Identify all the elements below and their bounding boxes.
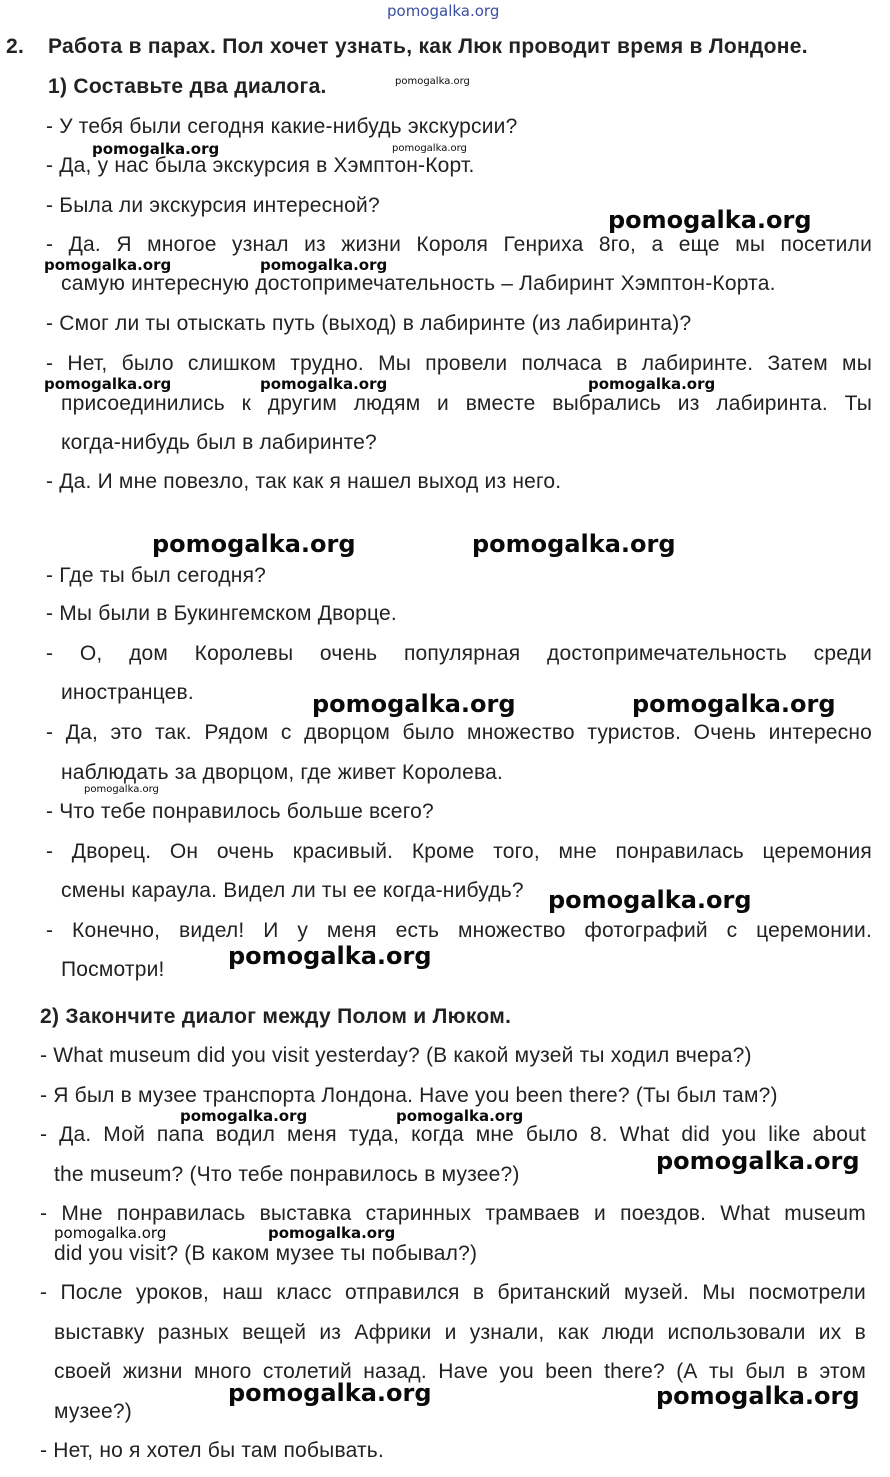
dialogue1-line: - Да, у нас была экскурсия в Хэмптон-Корт. <box>46 154 475 177</box>
part2-line: - Я был в музее транспорта Лондона. Have you been there? (Ты был там?) <box>40 1084 778 1107</box>
part2-line: - Да. Мой папа водил меня туда, когда мне было 8. What did you like about <box>40 1123 866 1146</box>
dialogue2-line: - Дворец. Он очень красивый. Кроме того, мне понравилась церемония <box>46 840 872 863</box>
watermark: pomogalka.org <box>92 140 220 158</box>
watermark: pomogalka.org <box>260 256 388 274</box>
dialogue2-line: - Что тебе понравилось больше всего? <box>46 800 434 823</box>
watermark: pomogalka.org <box>312 690 516 718</box>
top-watermark: pomogalka.org <box>387 2 500 20</box>
watermark: pomogalka.org <box>632 690 836 718</box>
watermark: pomogalka.org <box>656 1382 860 1410</box>
dialogue1-line: - Смог ли ты отыскать путь (выход) в лабиринте (из лабиринта)? <box>46 312 692 335</box>
dialogue1-line: присоединились к другим людям и вместе выбрались из лабиринта. Ты <box>61 392 872 415</box>
part2-line: - Нет, но я хотел бы там побывать. <box>40 1439 384 1462</box>
task-title: Работа в парах. Пол хочет узнать, как Люк проводит время в Лондоне. <box>48 35 808 58</box>
dialogue1-line: когда-нибудь был в лабиринте? <box>61 431 377 454</box>
watermark: pomogalka.org <box>268 1224 396 1242</box>
part2-line: - What museum did you visit yesterday? (В какой музей ты ходил вчера?) <box>40 1044 752 1067</box>
watermark: pomogalka.org <box>656 1147 860 1175</box>
part2-line: - После уроков, наш класс отправился в британский музей. Мы посмотрели <box>40 1281 866 1304</box>
dialogue1-line: - Да. И мне повезло, так как я нашел выход из него. <box>46 470 562 493</box>
dialogue2-line: - Где ты был сегодня? <box>46 564 267 587</box>
watermark: pomogalka.org <box>472 530 676 558</box>
part2-line: выставку разных вещей из Африки и узнали, как люди использовали их в <box>54 1321 866 1344</box>
part2-line: did you visit? (В каком музее ты побывал?) <box>54 1242 478 1265</box>
dialogue2-line: смены караула. Видел ли ты ее когда-нибудь? <box>61 879 524 902</box>
part2-line: - Мне понравилась выставка старинных трамваев и поездов. What museum <box>40 1202 866 1225</box>
watermark: pomogalka.org <box>260 375 388 393</box>
dialogue1-line: - Нет, было слишком трудно. Мы провели полчаса в лабиринте. Затем мы <box>46 352 872 375</box>
part2-line: the museum? (Что тебе понравилось в музее?) <box>54 1163 520 1186</box>
dialogue1-line: - Была ли экскурсия интересной? <box>46 194 380 217</box>
watermark: pomogalka.org <box>392 143 467 154</box>
dialogue2-line: иностранцев. <box>61 681 194 704</box>
watermark: pomogalka.org <box>608 206 812 234</box>
task-number: 2. <box>6 35 25 58</box>
dialogue2-line: - Конечно, видел! И у меня есть множество фотографий с церемонии. <box>46 919 872 942</box>
watermark: pomogalka.org <box>54 1224 167 1242</box>
watermark: pomogalka.org <box>548 886 752 914</box>
watermark: pomogalka.org <box>152 530 356 558</box>
watermark: pomogalka.org <box>396 1107 524 1125</box>
part2-line: музее?) <box>54 1400 132 1423</box>
part2-line: своей жизни много столетий назад. Have you been there? (А ты был в этом <box>54 1360 866 1383</box>
dialogue2-line: - Да, это так. Рядом с дворцом было множество туристов. Очень интересно <box>46 721 872 744</box>
watermark: pomogalka.org <box>44 375 172 393</box>
watermark: pomogalka.org <box>228 1379 432 1407</box>
watermark: pomogalka.org <box>588 375 716 393</box>
dialogue2-line: наблюдать за дворцом, где живет Королева. <box>61 761 504 784</box>
part1-heading: 1) Составьте два диалога. <box>48 75 327 98</box>
dialogue2-line: - О, дом Королевы очень популярная достопримечательность среди <box>46 642 872 665</box>
watermark: pomogalka.org <box>228 942 432 970</box>
dialogue2-line: - Мы были в Букингемском Дворце. <box>46 602 397 625</box>
watermark: pomogalka.org <box>395 76 470 87</box>
dialogue2-line: Посмотри! <box>61 958 165 981</box>
watermark: pomogalka.org <box>44 256 172 274</box>
dialogue1-line: - У тебя были сегодня какие-нибудь экскурсии? <box>46 115 518 138</box>
part2-heading: 2) Закончите диалог между Полом и Люком. <box>40 1005 512 1028</box>
watermark: pomogalka.org <box>84 784 159 795</box>
dialogue1-line: самую интересную достопримечательность – Лабиринт Хэмптон-Корта. <box>61 272 776 295</box>
watermark: pomogalka.org <box>180 1107 308 1125</box>
dialogue1-line: - Да. Я многое узнал из жизни Короля Генриха 8го, а еще мы посетили <box>46 233 872 256</box>
